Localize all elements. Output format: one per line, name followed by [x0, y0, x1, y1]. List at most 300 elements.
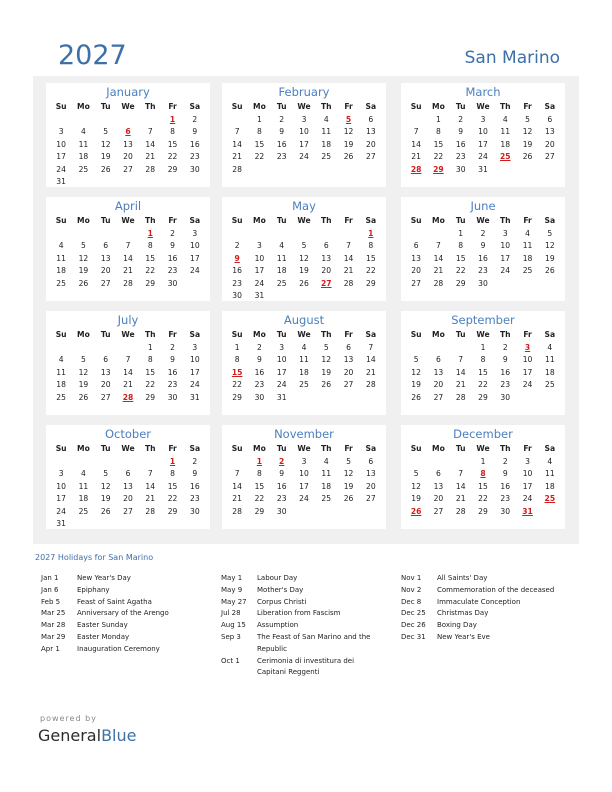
day-cell: 24 [299, 152, 309, 161]
empty-day-cell [539, 392, 561, 405]
day-cell: 20 [433, 380, 444, 389]
weekday-label: Tu [455, 330, 466, 339]
day-cell: 16 [167, 367, 178, 377]
day-cell: 1 [256, 456, 263, 466]
weekday-label: Th [320, 444, 332, 453]
day-cell: 29 [145, 392, 156, 402]
day-cell: 23 [167, 380, 178, 389]
day-cell: 5 [547, 228, 553, 238]
day-cell: 30 [500, 506, 511, 516]
day-cell: 7 [346, 241, 351, 250]
weekday-label: We [476, 216, 490, 225]
weekday-label: Su [55, 444, 67, 453]
day-cell: 15 [231, 367, 243, 377]
week-row [50, 342, 206, 355]
month-november [222, 425, 386, 529]
weekday-label: Fr [344, 216, 353, 225]
empty-day-cell [50, 342, 72, 355]
holiday-name: Labour Day [257, 574, 298, 582]
day-cell: 8 [480, 469, 486, 478]
weekday-header-row [405, 215, 561, 228]
week-row [50, 265, 206, 278]
day-cell: 20 [433, 494, 444, 503]
day-cell: 2 [257, 342, 262, 352]
day-cell: 14 [145, 481, 156, 491]
month-days-grid [226, 215, 382, 303]
empty-day-cell [248, 164, 270, 177]
day-cell: 12 [321, 355, 332, 364]
day-cell: 19 [411, 380, 421, 389]
day-cell: 27 [100, 278, 111, 288]
empty-day-cell [293, 164, 315, 177]
day-cell: 11 [321, 469, 332, 478]
day-cell: 12 [343, 469, 354, 478]
day-cell: 10 [478, 127, 488, 136]
empty-day-cell [117, 456, 139, 469]
week-row [405, 506, 561, 519]
day-cell: 22 [478, 494, 488, 503]
day-cell: 5 [301, 241, 307, 250]
day-cell: 9 [192, 469, 198, 478]
month-july [46, 311, 210, 415]
weekday-label: Fr [168, 102, 177, 111]
weekday-label: We [297, 102, 311, 111]
holiday-date: Oct 1 [221, 656, 240, 665]
empty-day-cell [72, 342, 94, 355]
day-cell: 2 [170, 342, 175, 352]
week-row [50, 392, 206, 405]
empty-day-cell [50, 114, 72, 127]
month-title: May [292, 199, 316, 213]
week-row [50, 468, 206, 481]
weekday-label: Th [144, 102, 156, 111]
day-cell: 25 [78, 506, 89, 516]
weekday-label: Su [231, 444, 243, 453]
day-cell: 11 [500, 127, 511, 136]
empty-day-cell [95, 456, 117, 469]
weekday-label: Fr [168, 330, 177, 339]
week-row [50, 506, 206, 519]
day-cell: 21 [365, 367, 376, 377]
weekday-label: Mo [77, 444, 90, 453]
holiday-date: Aug 15 [221, 621, 246, 630]
day-cell: 28 [123, 278, 133, 288]
day-cell: 24 [189, 380, 200, 389]
weekday-label: Su [231, 216, 243, 225]
day-cell: 15 [145, 253, 156, 263]
day-cell: 8 [170, 127, 175, 136]
day-cell: 16 [232, 266, 242, 275]
month-october [46, 425, 210, 529]
day-cell: 28 [232, 506, 242, 516]
day-cell: 15 [167, 481, 178, 491]
weekday-label: Sa [365, 102, 377, 111]
day-cell: 2 [170, 228, 175, 238]
weekday-label: Tu [276, 216, 287, 225]
weekday-header-row [50, 329, 206, 342]
week-row [50, 456, 206, 469]
holiday-date: Dec 26 [401, 621, 426, 630]
weekday-label: Th [499, 444, 511, 453]
day-cell: 12 [78, 253, 89, 263]
holiday-item [221, 608, 377, 620]
day-cell: 30 [254, 392, 265, 402]
day-cell: 11 [321, 127, 332, 136]
day-cell: 28 [145, 164, 156, 174]
week-row [226, 379, 382, 392]
holiday-item [221, 573, 377, 585]
day-cell: 1 [169, 114, 176, 124]
weekday-label: Su [55, 330, 67, 339]
day-cell: 16 [189, 481, 200, 491]
month-january [46, 83, 210, 187]
day-cell: 15 [455, 253, 466, 263]
week-row [226, 342, 382, 355]
day-cell: 31 [522, 506, 533, 516]
generalblue-logo [38, 726, 136, 745]
holiday-name: Cerimonia di investitura dei Capitani Reggenti [257, 656, 355, 677]
week-row [405, 468, 561, 481]
weekday-label: We [121, 444, 135, 453]
day-cell: 28 [343, 278, 354, 288]
weekday-label: Th [320, 102, 332, 111]
weekday-label: Sa [189, 444, 201, 453]
day-cell: 15 [254, 481, 265, 491]
holiday-name: Anniversary of the Arengo [77, 609, 169, 618]
empty-day-cell [427, 456, 449, 469]
week-row [50, 164, 206, 177]
day-cell: 21 [455, 380, 466, 389]
day-cell: 6 [436, 355, 441, 364]
holiday-item [41, 632, 169, 644]
weekday-header-row [50, 215, 206, 228]
holiday-item [221, 620, 377, 632]
day-cell: 2 [279, 456, 285, 466]
weekday-label: Th [144, 330, 156, 339]
day-cell: 14 [232, 481, 242, 491]
week-row [405, 139, 561, 152]
day-cell: 7 [458, 355, 464, 364]
day-cell: 29 [455, 278, 466, 288]
day-cell: 25 [544, 380, 555, 389]
holiday-date: Dec 31 [401, 632, 426, 641]
day-cell: 21 [232, 152, 242, 161]
day-cell: 23 [254, 380, 265, 389]
day-cell: 14 [123, 367, 133, 377]
day-cell: 6 [103, 355, 109, 364]
weekday-label: Fr [168, 216, 177, 225]
day-cell: 30 [478, 278, 488, 288]
day-cell: 4 [547, 456, 553, 466]
empty-day-cell [72, 228, 94, 241]
weekday-label: Th [499, 216, 511, 225]
day-cell: 4 [58, 241, 64, 250]
holiday-date: May 27 [221, 597, 247, 606]
day-cell: 1 [169, 456, 176, 466]
day-cell: 26 [100, 506, 111, 516]
week-row [405, 392, 561, 405]
day-cell: 23 [276, 152, 287, 161]
empty-day-cell [360, 506, 382, 519]
holiday-item [41, 620, 169, 632]
day-cell: 7 [436, 241, 441, 250]
day-cell: 8 [480, 355, 486, 364]
day-cell: 9 [458, 127, 464, 136]
empty-day-cell [184, 176, 206, 189]
day-cell: 29 [232, 392, 242, 402]
month-september [401, 311, 565, 415]
day-cell: 16 [455, 139, 466, 149]
day-cell: 6 [346, 342, 351, 352]
empty-day-cell [184, 278, 206, 291]
empty-day-cell [248, 228, 270, 241]
day-cell: 27 [365, 494, 376, 503]
month-days-grid [226, 443, 382, 518]
week-row [405, 379, 561, 392]
empty-day-cell [293, 392, 315, 405]
empty-day-cell [405, 342, 427, 355]
weekday-label: Mo [432, 102, 445, 111]
weekday-label: Tu [276, 444, 287, 453]
weekday-label: Sa [544, 216, 556, 225]
empty-day-cell [271, 228, 293, 241]
day-cell: 16 [500, 481, 511, 491]
day-cell: 19 [411, 494, 421, 503]
empty-day-cell [117, 342, 139, 355]
day-cell: 24 [522, 380, 533, 389]
day-cell: 13 [433, 367, 444, 377]
day-cell: 17 [299, 139, 309, 149]
day-cell: 26 [78, 392, 89, 402]
week-row [405, 342, 561, 355]
day-cell: 15 [478, 481, 488, 491]
holiday-item [401, 597, 554, 609]
weekday-label: Mo [253, 444, 266, 453]
day-cell: 25 [544, 494, 556, 503]
holiday-date: Dec 25 [401, 609, 426, 618]
day-cell: 5 [525, 114, 530, 124]
day-cell: 31 [478, 164, 488, 174]
day-cell: 3 [58, 469, 64, 478]
day-cell: 13 [365, 127, 376, 136]
day-cell: 28 [433, 278, 444, 288]
empty-day-cell [315, 392, 337, 405]
empty-day-cell [516, 278, 538, 291]
weekday-header-row [405, 443, 561, 456]
empty-day-cell [293, 228, 315, 241]
day-cell: 7 [413, 127, 419, 136]
week-row [50, 114, 206, 127]
day-cell: 20 [123, 494, 133, 503]
empty-day-cell [95, 342, 117, 355]
day-cell: 28 [145, 506, 156, 516]
empty-day-cell [516, 164, 538, 177]
holiday-item [221, 585, 377, 597]
day-cell: 2 [234, 241, 240, 250]
day-cell: 13 [100, 253, 111, 263]
day-cell: 23 [232, 278, 242, 288]
month-title: September [451, 313, 515, 327]
day-cell: 6 [436, 469, 441, 478]
month-title: January [106, 85, 150, 99]
empty-day-cell [539, 164, 561, 177]
empty-day-cell [494, 164, 516, 177]
holiday-name: Christmas Day [437, 609, 489, 618]
week-row [405, 481, 561, 494]
weekday-label: Su [231, 330, 243, 339]
holiday-date: Nov 2 [401, 585, 422, 594]
holiday-name: Commemoration of the deceased [437, 585, 555, 594]
day-cell: 2 [502, 342, 508, 352]
day-cell: 12 [78, 367, 89, 377]
day-cell: 21 [232, 494, 242, 503]
day-cell: 7 [147, 127, 153, 136]
weekday-label: Tu [100, 444, 111, 453]
day-cell: 18 [56, 380, 66, 389]
day-cell: 20 [411, 266, 421, 275]
empty-day-cell [139, 518, 161, 531]
day-cell: 4 [547, 342, 553, 352]
day-cell: 10 [189, 355, 200, 364]
day-cell: 26 [78, 278, 89, 288]
week-row [50, 253, 206, 266]
day-cell: 7 [368, 342, 374, 352]
empty-day-cell [315, 228, 337, 241]
day-cell: 18 [78, 494, 89, 503]
weekday-label: We [121, 216, 135, 225]
day-cell: 19 [78, 266, 89, 275]
empty-day-cell [516, 392, 538, 405]
day-cell: 14 [433, 253, 444, 263]
day-cell: 6 [323, 241, 329, 250]
day-cell: 5 [323, 342, 329, 352]
week-row [405, 114, 561, 127]
day-cell: 27 [100, 392, 111, 402]
day-cell: 18 [522, 253, 533, 263]
day-cell: 27 [433, 506, 444, 516]
day-cell: 12 [100, 139, 111, 149]
holiday-name: Immaculate Conception [437, 597, 521, 606]
day-cell: 17 [189, 253, 200, 263]
holiday-name: Epiphany [77, 585, 110, 594]
day-cell: 26 [343, 494, 354, 503]
week-row [226, 506, 382, 519]
month-may [222, 197, 386, 301]
day-cell: 25 [499, 152, 511, 161]
week-row [50, 518, 206, 531]
weekday-label: We [476, 444, 490, 453]
day-cell: 8 [257, 127, 262, 136]
empty-day-cell [315, 506, 337, 519]
day-cell: 19 [343, 481, 354, 491]
day-cell: 3 [480, 114, 486, 124]
day-cell: 11 [544, 355, 555, 364]
day-cell: 10 [276, 355, 287, 364]
empty-day-cell [117, 114, 139, 127]
day-cell: 21 [123, 380, 133, 389]
day-cell: 29 [167, 506, 178, 516]
weekday-label: Tu [100, 216, 111, 225]
week-row [226, 265, 382, 278]
weekday-label: Th [144, 216, 156, 225]
empty-day-cell [293, 290, 315, 303]
day-cell: 16 [167, 253, 178, 263]
calendar-year-title: 2027 [58, 40, 127, 71]
day-cell: 5 [81, 355, 86, 364]
day-cell: 30 [189, 164, 200, 174]
day-cell: 29 [433, 164, 444, 174]
day-cell: 26 [343, 152, 354, 161]
holiday-column [401, 573, 554, 644]
holiday-column [221, 573, 377, 679]
day-cell: 6 [125, 127, 131, 136]
week-row [405, 240, 561, 253]
empty-day-cell [139, 176, 161, 189]
week-row [50, 481, 206, 494]
day-cell: 12 [522, 127, 533, 136]
week-row [226, 278, 382, 291]
day-cell: 11 [522, 241, 533, 250]
week-row [226, 493, 382, 506]
empty-day-cell [50, 228, 72, 241]
day-cell: 20 [343, 367, 354, 377]
day-cell: 21 [343, 266, 354, 275]
empty-day-cell [315, 290, 337, 303]
day-cell: 22 [232, 380, 242, 389]
holiday-name: Feast of Saint Agatha [77, 597, 152, 606]
day-cell: 12 [299, 253, 309, 263]
holiday-name: Assumption [257, 621, 299, 630]
day-cell: 8 [458, 241, 464, 250]
week-row [226, 456, 382, 469]
day-cell: 14 [343, 253, 354, 263]
day-cell: 31 [276, 392, 287, 402]
day-cell: 24 [189, 266, 200, 275]
day-cell: 2 [480, 228, 486, 238]
week-row [405, 265, 561, 278]
day-cell: 4 [279, 241, 285, 250]
day-cell: 17 [254, 266, 265, 275]
day-cell: 5 [81, 241, 86, 250]
empty-day-cell [337, 290, 359, 303]
day-cell: 17 [299, 481, 309, 491]
empty-day-cell [72, 456, 94, 469]
week-row [226, 126, 382, 139]
holiday-name: Mother's Day [257, 585, 304, 594]
day-cell: 16 [276, 481, 287, 491]
day-cell: 23 [455, 152, 466, 161]
day-cell: 22 [145, 380, 156, 389]
day-cell: 13 [100, 367, 111, 377]
day-cell: 5 [346, 456, 351, 466]
day-cell: 10 [299, 127, 309, 136]
empty-day-cell [95, 176, 117, 189]
day-cell: 4 [81, 127, 86, 136]
day-cell: 13 [411, 253, 421, 263]
day-cell: 17 [478, 139, 488, 149]
day-cell: 3 [525, 456, 530, 466]
weekday-header-row [50, 443, 206, 456]
day-cell: 11 [56, 367, 66, 377]
day-cell: 10 [522, 355, 533, 364]
month-days-grid [226, 101, 382, 176]
holiday-name: Inauguration Ceremony [77, 644, 160, 653]
holiday-name: Easter Sunday [77, 621, 128, 630]
day-cell: 18 [56, 266, 66, 275]
week-row [50, 367, 206, 380]
day-cell: 27 [123, 506, 133, 516]
day-cell: 7 [234, 469, 240, 478]
